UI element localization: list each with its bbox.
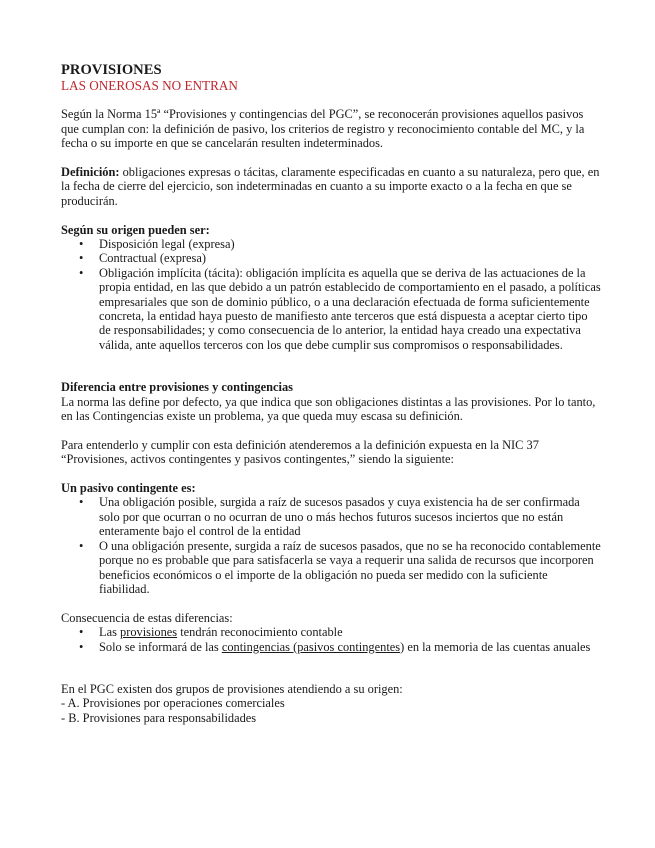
- origin-heading-text: Según su origen pueden ser:: [61, 222, 210, 237]
- consequence-list: [61, 625, 601, 654]
- groups-intro: En el PGC existen dos grupos de provisiones atendiendo a su origen:: [61, 681, 403, 696]
- difference-heading: [61, 380, 601, 394]
- definition-label: Definición:: [61, 165, 120, 179]
- nic-paragraph: Para entenderlo y cumplir con esta definición atenderemos a la definición expuesta en la NIC 37 “Provisiones, activos contingentes y pasivos contingentes,” siendo la siguiente:: [61, 437, 539, 467]
- list-item: • Obligación implícita (tácita): obligación implícita es aquella que se deriva de las actuaciones de la propia entidad, en las que debido a un patrón establecido de comportamiento en el pasado, a políticas empresariales que son de dominio público, o a una declaración efectuada de forma suficientemente concreta, la entidad haya puesto de manifiesto ante terceros que está dispuesta a aceptar cierto tipo de responsabilidades; y como consecuencia de lo anterior, la entidad haya creado una expectativa válida, ante aquellos terceros con los que debe cumplir sus compromisos o responsabilidades.: [99, 266, 601, 352]
- page-subtitle: LAS ONEROSAS NO ENTRAN: [61, 78, 238, 93]
- difference-heading-text: Diferencia entre provisiones y contingencias: [61, 380, 293, 395]
- list-item: • Una obligación posible, surgida a raíz de sucesos pasados y cuya existencia ha de ser confirmada solo por que ocurran o no ocurran de uno o más hechos futuros sucesos inciertos que no están enteramente bajo el control de la entidad: [99, 495, 601, 538]
- intro-paragraph: Según la Norma 15ª “Provisiones y contingencias del PGC”, se reconocerán provisiones aquellos pasivos que cumplan con: la definición de pasivo, los criterios de registro y reconocimiento contable del MC, y la fecha o su importe en que se cancelarán resulten indeterminados.: [61, 107, 585, 151]
- list-item: [99, 640, 601, 654]
- consequence-text: tendrán reconocimiento contable: [177, 625, 343, 640]
- consequence-text: Las: [99, 625, 120, 640]
- origin-list: [61, 237, 601, 352]
- list-item: • Disposición legal (expresa): [99, 237, 601, 251]
- list-item: [99, 625, 601, 639]
- provisiones-link: provisiones: [120, 625, 178, 640]
- difference-paragraph: La norma las define por defecto, ya que indica que son obligaciones distintas a las provisiones. Por lo tanto, en las Contingencias existe un problema, ya que queda muy escasa su definición.: [61, 394, 596, 424]
- consequence-text: ) en la memoria de las cuentas anuales: [400, 639, 591, 654]
- origin-heading: [61, 223, 601, 237]
- group-a: - A. Provisiones por operaciones comerciales: [61, 696, 285, 711]
- contingent-heading-text: Un pasivo contingente es:: [61, 481, 196, 496]
- contingencias-link: contingencias (pasivos contingentes: [221, 639, 401, 654]
- document-page: [61, 62, 601, 725]
- definition-paragraph: [61, 165, 601, 208]
- consequence-heading: Consecuencia de estas diferencias:: [61, 610, 233, 625]
- list-item: • O una obligación presente, surgida a raíz de sucesos pasados, que no se ha reconocido contablemente porque no es probable que para satisfacerla se vaya a requerir una salida de recursos que incorporen beneficios económicos o el importe de la obligación no pueda ser medido con la suficiente fiabilidad.: [99, 539, 601, 597]
- page-title: PROVISIONES: [61, 62, 162, 78]
- contingent-heading: [61, 481, 601, 495]
- contingent-list: [61, 495, 601, 596]
- definition-text: obligaciones expresas o tácitas, claramente especificadas en cuanto a su naturaleza, pero que, en la fecha de cierre del ejercicio, son indeterminadas en cuanto a su importe exacto o a la fecha en que se producirán.: [61, 165, 600, 208]
- list-item: • Contractual (expresa): [99, 251, 601, 265]
- consequence-text: Solo se informará de las: [99, 639, 222, 654]
- group-b: - B. Provisiones para responsabilidades: [61, 710, 257, 725]
